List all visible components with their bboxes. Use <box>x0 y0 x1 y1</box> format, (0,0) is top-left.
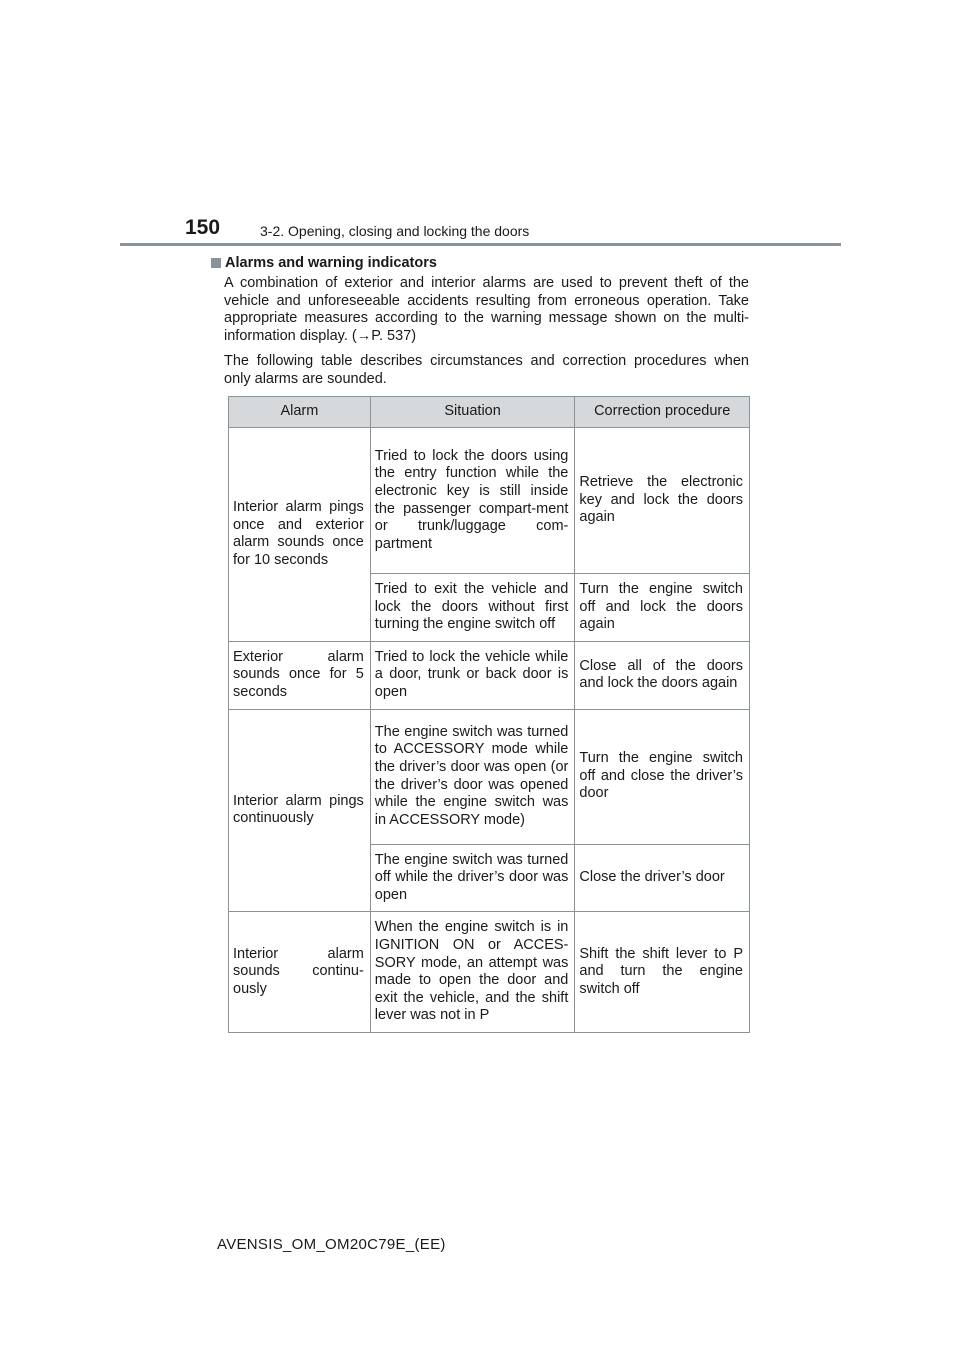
alarm-cell: Interior alarm pings once and exterior alarm sounds once for 10 seconds <box>229 428 371 642</box>
procedure-cell: Turn the engine switch off and lock the doors again <box>575 574 750 642</box>
header-divider <box>120 243 841 246</box>
table-row <box>229 428 750 574</box>
table-row <box>229 912 750 1033</box>
column-header-alarm: Alarm <box>229 397 371 428</box>
situation-cell: The engine switch was turned to ACCESSORY mode while the driver’s door was open (or the driver’s door was opened while the engine switch was in ACCESSORY mode) <box>370 709 575 844</box>
alarm-table <box>228 396 750 1033</box>
page-number: 150 <box>185 216 221 239</box>
situation-cell: The engine switch was turned off while the driver’s door was open <box>370 844 575 912</box>
table-description-paragraph: The following table describes circumstances and correction procedures when only alarms are sounded. <box>224 353 749 387</box>
procedure-cell: Turn the engine switch off and close the driver’s door <box>575 709 750 844</box>
procedure-cell: Close all of the doors and lock the doors again <box>575 641 750 709</box>
section-heading-text: Alarms and warning indicators <box>225 255 437 271</box>
document-code: AVENSIS_OM_OM20C79E_(EE) <box>217 1236 446 1253</box>
table-row <box>229 641 750 709</box>
column-header-situation: Situation <box>370 397 575 428</box>
situation-cell: Tried to lock the doors using the entry function while the electronic key is still inside the passenger compart-ment or trunk/luggage com-partment <box>370 428 575 574</box>
square-bullet-icon <box>211 258 221 268</box>
procedure-cell: Shift the shift lever to P and turn the engine switch off <box>575 912 750 1033</box>
table-row <box>229 709 750 844</box>
section-heading <box>211 253 749 273</box>
procedure-cell: Close the driver’s door <box>575 844 750 912</box>
situation-cell: Tried to exit the vehicle and lock the doors without first turning the engine switch off <box>370 574 575 642</box>
procedure-cell: Retrieve the electronic key and lock the doors again <box>575 428 750 574</box>
column-header-procedure: Correction procedure <box>575 397 750 428</box>
alarm-cell: Interior alarm sounds continu-ously <box>229 912 371 1033</box>
table-header-row <box>229 397 750 428</box>
situation-cell: Tried to lock the vehicle while a door, trunk or back door is open <box>370 641 575 709</box>
section-title: 3-2. Opening, closing and locking the doors <box>260 223 530 239</box>
situation-cell: When the engine switch is in IGNITION ON or ACCES-SORY mode, an attempt was made to open the door and exit the vehicle, and the shift lever was not in P <box>370 912 575 1033</box>
intro-paragraph: A combination of exterior and interior alarms are used to prevent theft of the vehicle and unforeseeable accidents resulting from erroneous operation. Take appropriate measures according to the warning message shown on the multi-information display. (→P. 537) <box>224 275 749 344</box>
section-content <box>211 253 749 389</box>
alarm-cell: Interior alarm pings continuously <box>229 709 371 912</box>
alarm-cell: Exterior alarm sounds once for 5 seconds <box>229 641 371 709</box>
